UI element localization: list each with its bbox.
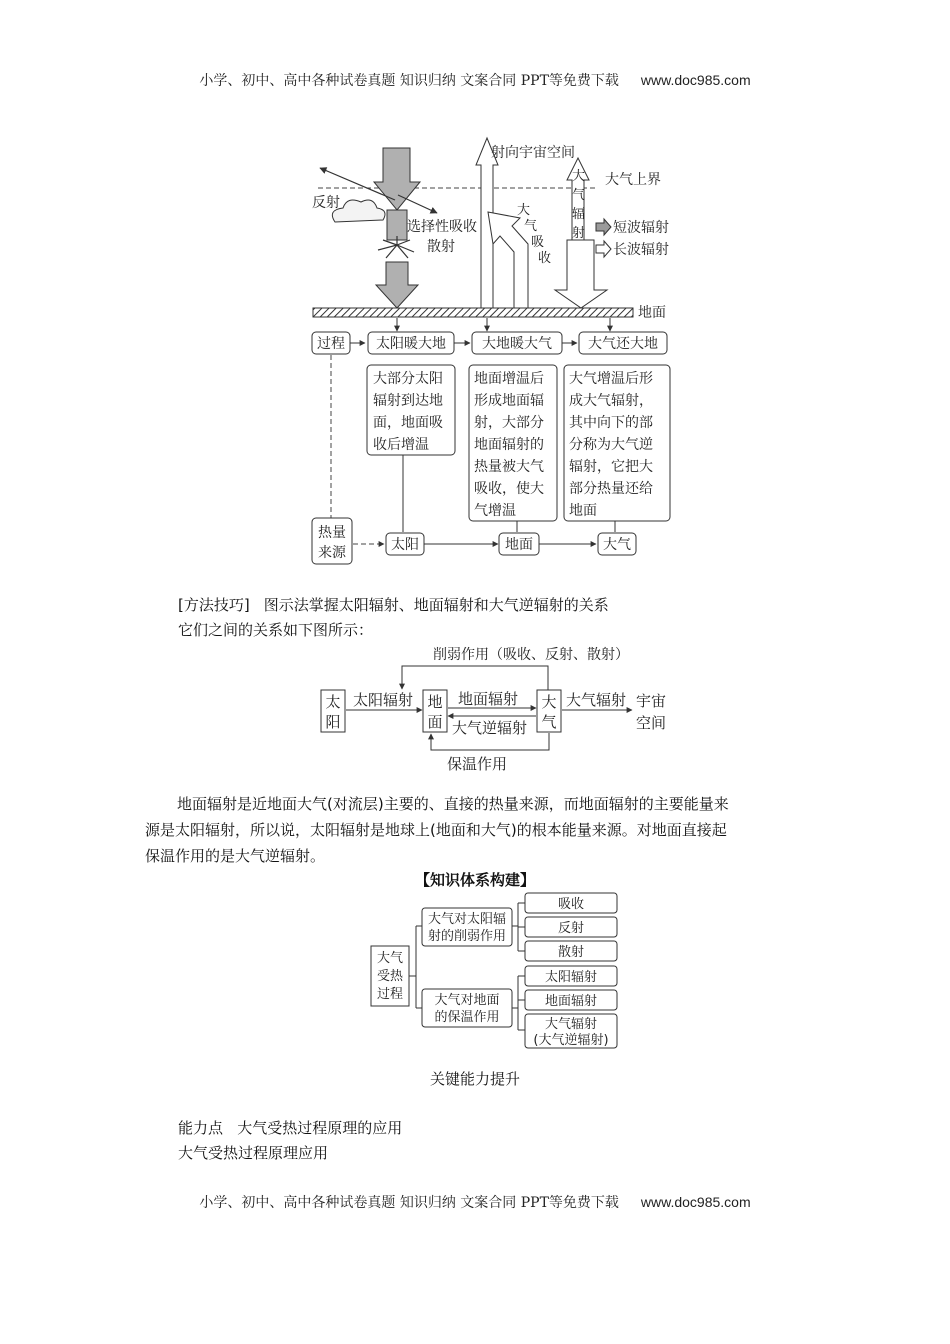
atm-absorb-char: 吸 — [531, 235, 545, 250]
description-line: 地面增温后 — [474, 371, 544, 387]
leaf-label: (大气逆辐射) — [533, 1033, 609, 1048]
source-label: 太阳 — [391, 537, 419, 553]
page-footer — [0, 1192, 950, 1212]
atm-absorb-char: 气 — [524, 219, 538, 234]
description-line: 地面 — [569, 503, 597, 519]
paragraph-line: 保温作用的是大气逆辐射。 — [145, 847, 326, 865]
to-space-label: 射向宇宙空间 — [491, 145, 575, 161]
method-heading: 图示法掌握太阳辐射、地面辐射和大气逆辐射的关系 — [263, 596, 609, 614]
leaf-label: 散射 — [557, 945, 585, 960]
atm-rad-char: 射 — [572, 226, 586, 241]
ground-label: 面 — [427, 713, 443, 731]
paragraph-line: 地面辐射是近地面大气(对流层)主要的、直接的热量来源，而地面辐射的主要能量来 — [177, 795, 729, 813]
atmosphere-label: 气 — [541, 713, 557, 731]
description-line: 辐射到达地 — [373, 393, 443, 409]
sun-label: 太 — [325, 693, 341, 711]
paragraph-line: 源是太阳辐射，所以说，太阳辐射是地球上(地面和大气)的根本能量来源。对地面直接起 — [145, 821, 727, 839]
footer-url[interactable]: www.doc985.com — [640, 1194, 751, 1210]
description-line: 地面辐射的 — [474, 437, 544, 453]
scatter-label: 散射 — [427, 239, 455, 255]
header-text: 小学、初中、高中各种试卷真题 知识归纳 文案合同 PPT等免费下载 — [199, 73, 619, 89]
heat-source-label: 来源 — [318, 545, 346, 561]
reflect-label: 反射 — [312, 195, 340, 211]
description-line: 成大气辐射， — [569, 393, 653, 409]
description-line: 形成地面辐 — [474, 393, 544, 409]
ability-sub: 大气受热过程原理应用 — [178, 1144, 329, 1162]
atm-rad-char: 大 — [572, 169, 586, 184]
shortwave-label: 短波辐射 — [613, 220, 669, 236]
description-line: 气增温 — [474, 503, 516, 519]
source-label: 地面 — [505, 537, 533, 553]
description-line: 射，大部分 — [474, 415, 544, 431]
ground-label: 地 — [427, 693, 443, 711]
atm-rad-char: 辐 — [572, 207, 586, 222]
longwave-label: 长波辐射 — [613, 242, 669, 258]
leaf-label: 地面辐射 — [544, 994, 598, 1009]
branch-label: 大气对地面 — [434, 993, 500, 1008]
branch-label: 的保温作用 — [434, 1010, 500, 1025]
atmosphere-label: 大 — [541, 693, 557, 711]
description-line: 热量被大气 — [474, 459, 544, 475]
description-line: 收后增温 — [373, 437, 429, 453]
description-line: 大部分太阳 — [373, 371, 443, 387]
ground-radiation-label: 地面辐射 — [458, 690, 519, 708]
header-url[interactable]: www.doc985.com — [640, 72, 751, 88]
upper-atmosphere-label: 大气上界 — [605, 172, 661, 188]
solar-radiation-label: 太阳辐射 — [353, 691, 414, 709]
counter-radiation-label: 大气逆辐射 — [452, 719, 528, 737]
method-line2: 它们之间的关系如下图所示： — [178, 621, 374, 639]
description-line: 辐射，它把大 — [569, 459, 653, 475]
root-label: 过程 — [376, 987, 404, 1002]
stage-label: 大地暖大气 — [482, 336, 552, 352]
sun-label: 阳 — [325, 713, 341, 731]
insulation-label: 保温作用 — [447, 755, 508, 773]
root-label: 受热 — [376, 969, 404, 984]
process-label: 过程 — [317, 336, 345, 352]
knowledge-title: 【知识体系构建】 — [414, 871, 535, 889]
ability-title: 关键能力提升 — [429, 1070, 520, 1088]
leaf-label: 大气辐射 — [544, 1017, 598, 1032]
description-line: 面，地面吸 — [373, 415, 443, 431]
space-label: 宇宙 — [636, 692, 667, 710]
space-label: 空间 — [636, 714, 667, 732]
stage-label: 太阳暖大地 — [376, 336, 446, 352]
selective-absorption-label: 选择性吸收 — [407, 219, 477, 235]
ability-point: 能力点 大气受热过程原理的应用 — [178, 1119, 403, 1137]
atm-absorb-char: 大 — [517, 203, 531, 218]
ground-label: 地面 — [638, 305, 666, 321]
footer-text: 小学、初中、高中各种试卷真题 知识归纳 文案合同 PPT等免费下载 — [199, 1195, 619, 1211]
atm-absorb-char: 收 — [538, 251, 552, 266]
atm-rad-char: 气 — [572, 188, 586, 203]
source-label: 大气 — [603, 537, 631, 553]
description-line: 分称为大气逆 — [569, 437, 653, 453]
description-line: 吸收，使大 — [474, 481, 544, 497]
atm-radiation-label: 大气辐射 — [566, 691, 627, 709]
heat-source-label: 热量 — [318, 525, 346, 541]
root-label: 大气 — [376, 951, 404, 966]
description-line: 其中向下的部 — [569, 415, 653, 431]
description-line: 部分热量还给 — [569, 481, 653, 497]
stage-label: 大气还大地 — [588, 336, 658, 352]
description-line: 大气增温后形 — [569, 371, 653, 387]
branch-label: 射的削弱作用 — [427, 929, 507, 944]
weaken-label: 削弱作用（吸收、反射、散射） — [433, 647, 629, 663]
leaf-label: 太阳辐射 — [544, 970, 598, 985]
leaf-label: 吸收 — [557, 897, 585, 912]
method-tag: [方法技巧] — [178, 596, 250, 614]
branch-label: 大气对太阳辐 — [427, 912, 507, 927]
leaf-label: 反射 — [557, 921, 585, 936]
